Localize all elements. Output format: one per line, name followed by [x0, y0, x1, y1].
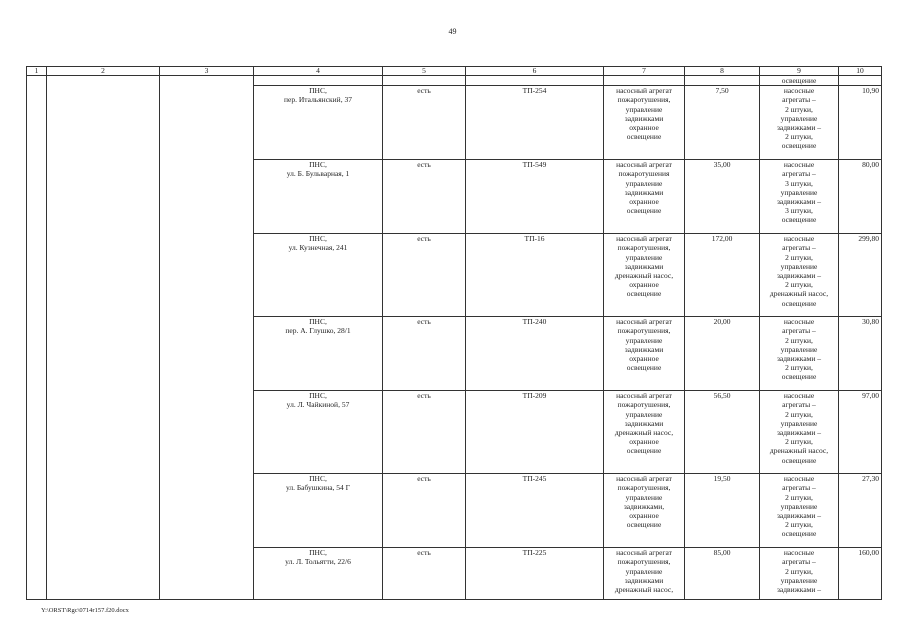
station-name: ПНС,: [309, 474, 327, 484]
column-number-row: [27, 67, 882, 76]
value-col8-cell: 172,00: [685, 234, 760, 317]
presence-cell: есть: [383, 160, 466, 234]
value-col10-cell: 27,30: [839, 474, 882, 548]
station-name: ПНС,: [309, 160, 327, 170]
value-col10-cell: 160,00: [839, 548, 882, 600]
value-col8-cell: 20,00: [685, 317, 760, 391]
presence-cell: есть: [383, 86, 466, 160]
substation-cell: ТП-225: [466, 548, 604, 600]
spill-col9: освещение: [760, 76, 839, 86]
page-number: 49: [448, 27, 457, 36]
presence-cell: есть: [383, 234, 466, 317]
value-col10-cell: 299,80: [839, 234, 882, 317]
station-cell: [254, 391, 383, 474]
station-name: ПНС,: [309, 317, 327, 327]
details-col9-cell: насосные агрегаты – 2 штуки, управление задвижками –: [760, 548, 839, 600]
equipment-cell: насосный агрегат пожаротушения, управление задвижками дренажный насос, охранное освещение: [604, 391, 685, 474]
station-address: ул. Бабушкина, 54 Г: [285, 483, 351, 493]
equipment-cell: насосный агрегат пожаротушения, управление задвижками дренажный насос,: [604, 548, 685, 600]
details-col9-cell: насосные агрегаты – 2 штуки, управление задвижками – 2 штуки, освещение: [760, 86, 839, 160]
col-header-6: 6: [466, 67, 604, 76]
value-col10-cell: 80,00: [839, 160, 882, 234]
substation-cell: ТП-16: [466, 234, 604, 317]
details-col9-cell: насосные агрегаты – 3 штуки, управление задвижками – 3 штуки, освещение: [760, 160, 839, 234]
station-name: ПНС,: [309, 234, 327, 244]
station-cell: [254, 234, 383, 317]
file-path-footer: Y:\ORST\Rgc\0714r157.f20.docx: [41, 607, 129, 614]
equipment-cell: насосный агрегат пожаротушения управление задвижками охранное освещение: [604, 160, 685, 234]
substation-cell: ТП-254: [466, 86, 604, 160]
equipment-cell: насосный агрегат пожаротушения, управление задвижками охранное освещение: [604, 317, 685, 391]
value-col10-cell: 30,80: [839, 317, 882, 391]
station-address: пер. А. Глушко, 28/1: [285, 326, 351, 336]
station-address: ул. Кузнечная, 241: [288, 243, 348, 253]
presence-cell: есть: [383, 391, 466, 474]
presence-cell: есть: [383, 317, 466, 391]
col3-cell: [160, 76, 254, 600]
col-header-4: 4: [254, 67, 383, 76]
value-col8-cell: 85,00: [685, 548, 760, 600]
col-header-1: 1: [27, 67, 47, 76]
col-header-9: 9: [760, 67, 839, 76]
substation-cell: ТП-209: [466, 391, 604, 474]
value-col8-cell: 35,00: [685, 160, 760, 234]
col-header-10: 10: [839, 67, 882, 76]
presence-cell: есть: [383, 548, 466, 600]
station-name: ПНС,: [309, 86, 327, 96]
station-cell: [254, 317, 383, 391]
station-cell: [254, 548, 383, 600]
equipment-table: [26, 66, 882, 600]
station-address: ул. Б. Бульварная, 1: [286, 169, 350, 179]
station-cell: [254, 160, 383, 234]
col-header-5: 5: [383, 67, 466, 76]
station-name: ПНС,: [309, 548, 327, 558]
station-cell: [254, 474, 383, 548]
presence-cell: есть: [383, 474, 466, 548]
substation-cell: ТП-245: [466, 474, 604, 548]
col2-cell: [47, 76, 160, 600]
details-col9-cell: насосные агрегаты – 2 штуки, управление задвижками – 2 штуки, дренажный насос, освещение: [760, 391, 839, 474]
details-col9-cell: насосные агрегаты – 2 штуки, управление задвижками – 2 штуки, освещение: [760, 317, 839, 391]
value-col8-cell: 7,50: [685, 86, 760, 160]
col-header-8: 8: [685, 67, 760, 76]
value-col10-cell: 97,00: [839, 391, 882, 474]
value-col8-cell: 56,50: [685, 391, 760, 474]
equipment-cell: насосный агрегат пожаротушения, управление задвижками, охранное освещение: [604, 474, 685, 548]
station-cell: [254, 86, 383, 160]
substation-cell: ТП-240: [466, 317, 604, 391]
equipment-cell: насосный агрегат пожаротушения, управление задвижками дренажный насос, охранное освещение: [604, 234, 685, 317]
substation-cell: ТП-549: [466, 160, 604, 234]
continuation-row: [27, 76, 882, 86]
station-address: пер. Итальянский, 37: [284, 95, 352, 105]
details-col9-cell: насосные агрегаты – 2 штуки, управление задвижками – 2 штуки, дренажный насос, освещение: [760, 234, 839, 317]
value-col10-cell: 10,90: [839, 86, 882, 160]
col-header-3: 3: [160, 67, 254, 76]
station-address: ул. Л. Чайкиной, 57: [286, 400, 350, 410]
value-col8-cell: 19,50: [685, 474, 760, 548]
col-header-2: 2: [47, 67, 160, 76]
details-col9-cell: насосные агрегаты – 2 штуки, управление задвижками – 2 штуки, освещение: [760, 474, 839, 548]
station-address: ул. Л. Тольятти, 22/6: [285, 557, 351, 567]
col-header-7: 7: [604, 67, 685, 76]
col1-cell: [27, 76, 47, 600]
equipment-cell: насосный агрегат пожаротушения, управление задвижками охранное освещение: [604, 86, 685, 160]
station-name: ПНС,: [309, 391, 327, 401]
